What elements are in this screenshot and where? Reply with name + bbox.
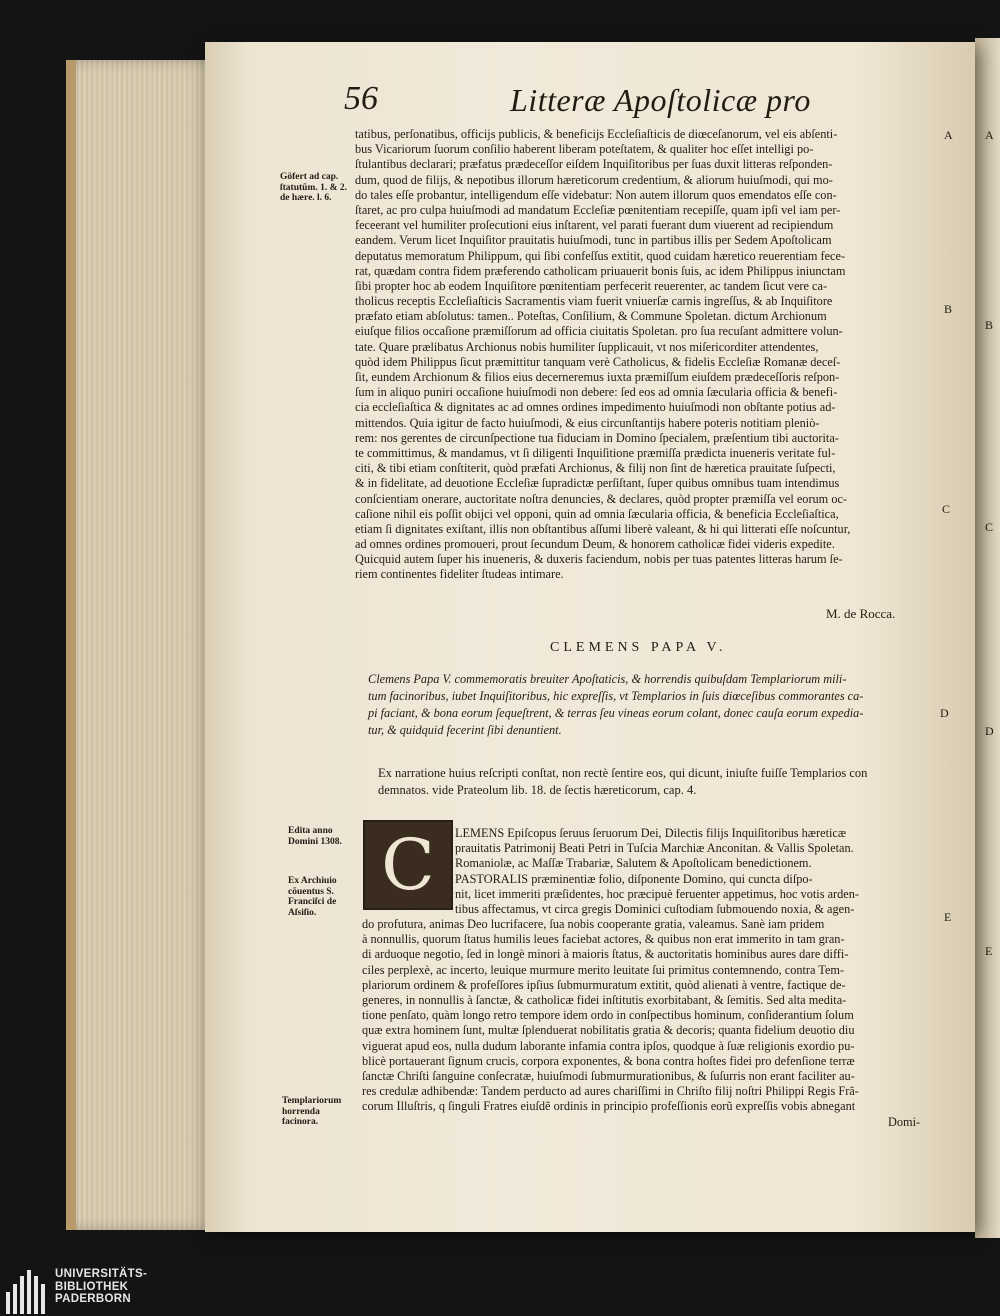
text-line: corum Illuſtris, q ſinguli Fratres eiuſdẽ ordinis in principio profeſſionis eorũ expreſſis vobis abnegant (362, 1099, 856, 1114)
catchword: Domi- (888, 1115, 921, 1129)
running-title: Litteræ Apoſtolicæ pro (510, 82, 811, 118)
text-line: do tales eſſe probantur, intelligendum eſſe videbatur: Non autem illorum quos emendatos eſſe con- (355, 187, 837, 202)
section-heading: CLEMENS PAPA V. (550, 640, 727, 655)
text-line: ſibi propter hoc ab eodem Inquiſitore pœnitentiam perfecerit reuerenter, ac tandem ſicut vere ca- (355, 278, 828, 293)
side-letter-b: B (944, 302, 953, 316)
text-line: præfato etiam abſolutus: tamen.. Poteſtas, Conſilium, & Commune Spoletan. dictum Archionum (355, 309, 827, 324)
text-line: conſcientiam onerare, auctoritate noſtra denuncies, & declares, quòd propter præmiſſa vel eorum oc- (355, 491, 848, 506)
margin-note-4: Templariorum horrenda facinora. (282, 1096, 342, 1127)
text-line: riem continentes fideliter ſtudeas intimare. (355, 567, 564, 582)
summary-line: tum facinoribus, iubet Inquiſitoribus, hic expreſſis, vt Templarios in ſuis diœceſibus commorantes ca- (368, 689, 864, 703)
text-line: di arduoque negotio, ſed in longè minori à maioris ſtatus, & auctoritatis hominibus aures dare diffi- (362, 947, 849, 962)
text-block-2 (362, 917, 942, 1114)
text-line: cia eccleſiaſtica & dignitates ac ad omnes ordines impedimento huiuſmodi non obſtante potius ad- (355, 400, 836, 415)
facing-letter-b: B (985, 318, 994, 332)
text-line: ſtulantibus declarari; præfatus prædeceſſor eiſdem Inquiſitoribus per ſuas duxit litteras reſponden- (355, 157, 833, 172)
text-line: rat, quædam contra fidem præferendo catholicam priuauerit bonis ſuis, ac idem Philippus iniunctam (355, 263, 846, 278)
margin-note-2: Edita anno Domini 1308. (288, 826, 342, 847)
text-line: res credulæ adhibendæ: Tandem perducto ad aures chariſſimi in Chriſto filij noſtri Philippi Regis Frã- (362, 1084, 859, 1099)
text-line: ſanctæ Chriſti ſanguine conſecratæ, huiuſmodi ſubmurmurationibus, & ſuſurris non erant faciliter au- (362, 1068, 855, 1083)
margin-note-3: Ex Archiuio cõuentus S. Franciſci de Aſsiſio. (288, 876, 337, 918)
side-letter-d: D (940, 706, 949, 720)
text-line: eiuſque filios occaſione præmiſſorum ad officia ciuitatis Spoletan. pro ſua recuſant admittere volun- (355, 324, 843, 339)
text-line: feceerant vel humiliter proſecutioni eius inſtarent, vel parati fuerant dum viuerent ad recipiendum (355, 218, 834, 233)
signature: M. de Rocca. (826, 606, 896, 621)
text-line: caſione nihil eis poſſit obijci vel opponi, quin ad omnia ſæcularia officia, & beneficia Eccleſiaſtica, (355, 506, 839, 521)
text-line: plariorum ordinem & profeſſores ipſius ſubmurmuratum extitit, quòd alienati à ventre, factique de- (362, 977, 846, 992)
text-line: ad omnes ordines promoueri, prout ſecundum Deum, & honorem catholicæ fidei videris expedite. (355, 537, 835, 552)
text-line: à nonnullis, quorum ſtatus humilis leues faciebat actores, & quibus non erat immerito in tam gran- (362, 932, 845, 947)
summary-line: Clemens Papa V. commemoratis breuiter Apoſtaticis, & horrendis quibuſdam Templariorum mili- (368, 672, 847, 686)
text-line: bus Vicariorum ſuorum conſilio haberent liberam poteſtatem, & qualiter hoc eſſet intelligi po- (355, 142, 814, 157)
opening-line: prauitatis Patrimonij Beati Petri in Tuſcia Marchiæ Anconitan. & Vallis Spoletan. (455, 841, 854, 856)
text-line: te committimus, & mandamus, vt ſi diligenti Inquiſitione præmiſſa prædicta inueneris veritate ful- (355, 445, 836, 460)
library-logo-icon (0, 1266, 50, 1314)
text-line: do profutura, animas Deo lucrifacere, ſua nobis cooperante gratia, valeamus. Sanè iam pridem (362, 917, 825, 931)
text-line: tione penſato, quàm longo retro tempore idem ordo in conſpectibus hominum, conſiderantium ſolum (362, 1008, 854, 1023)
narration-line: demnatos. vide Prateolum lib. 18. de ſectis hæreticorum, cap. 4. (378, 783, 697, 797)
margin-note-1: Göfert ad cap. ſtatutũm. 1. & 2. de hære. l. 6. (280, 172, 348, 203)
facing-page-edge (975, 38, 1000, 1238)
side-letter-c: C (942, 502, 951, 516)
text-line: Quicquid autem ſuper his inueneris, & duxeris faciendum, nobis per tuas patentes litteras harum ſe- (355, 552, 843, 567)
text-line: citi, & tibi etiam conſtiterit, quòd præfati Archionus, & filij non ſint de hæretica prauitate ſuſpecti, (355, 461, 836, 476)
opening-line: Romaniolæ, ac Maſſæ Trabariæ, Salutem & Apoſtolicam benedictionem. (455, 856, 812, 871)
text-line: ſit, eundem Archionum & filios eius decerneremus iuxta præmiſſum eiuſdem prædeceſſoris reſpon- (355, 370, 840, 384)
text-block-1 (355, 127, 935, 583)
opening-line: nit, licet immeriti præſidentes, hoc præcipuè feruenter appetimus, hoc votis arden- (455, 886, 859, 901)
opening-line: LEMENS Epiſcopus ſeruus ſeruorum Dei, Dilectis filijs Inquiſitoribus hæreticæ (455, 826, 847, 840)
summary-line: pi faciant, & bona eorum ſequeſtrent, & terras ſeu vineas eorum colant, donec cauſa eorum expedia- (368, 706, 864, 720)
facing-letter-d: D (985, 724, 994, 738)
opening-line: tibus affectamus, vt circa gregis Dominici cuſtodiam ſubmouendo noxia, & agen- (455, 901, 855, 916)
text-line: quæ extra hominem ſunt, multæ ſplenduerat nobilitatis gratia & decoris; quanta fidelium deuotio diu (362, 1023, 855, 1038)
opening-paragraph (455, 826, 945, 917)
text-line: generes, in nonnullis à ſanctæ, & catholicæ fidei inſtitutis exorbitabant, & ſemitis. Sed alta medita- (362, 992, 847, 1007)
text-line: tholicus receptis Eccleſiaſticis Sacramentis viam fuerit vniuerſæ carnis ingreſſus, & ab Inquiſitore (355, 294, 833, 309)
text-line: dum, quod de filijs, & nepotibus illorum hæreticorum credentium, & aliorum huiuſmodi, qui mo- (355, 172, 833, 187)
text-line: quòd idem Philippus ſicut præmittitur tanquam verè Catholicus, & fidelis Eccleſiæ Romanæ deceſ- (355, 354, 841, 369)
text-line: mittendos. Quia igitur de facto huiuſmodi, & eius circunſtantijs habere poteris notitiam pleniò- (355, 415, 820, 430)
side-letter-e: E (944, 910, 952, 924)
library-watermark: UNIVERSITÄTS- BIBLIOTHEK PADERBORN (55, 1268, 148, 1305)
text-line: deputatus memoratum Philippum, qui ſibi confeſſus extitit, quod cuidam hæretico reuerentiam fece- (355, 248, 846, 263)
text-line: blicè portauerant ſignum crucis, corpora exponentes, & bona contra hoſtes fidei pro defenſione terræ (362, 1053, 855, 1068)
narration-line: Ex narratione huius reſcripti conſtat, non rectè ſentire eos, qui dicunt, iniuſte fuiſſe Templarios con (378, 766, 868, 780)
page-number: 56 (344, 80, 378, 117)
text-line: ciles perplexè, ac incerto, leuique murmure merito leuitate ſui primitus contemnendo, contra Tem- (362, 962, 845, 977)
text-line: viguerat apud eos, nulla dudum laborante infamia contra ipſos, quodque à ſuæ religionis exordio pu- (362, 1038, 855, 1053)
text-line: tatibus, perſonatibus, officijs publicis, & beneficijs Eccleſiaſticis de diœceſanorum, vel eis abſenti- (355, 127, 838, 141)
opening-line: PASTORALIS præminentiæ folio, diſponente Domino, qui cuncta diſpo- (455, 871, 813, 886)
text-line: ſtaret, ac pro culpa huiuſmodi ad mandatum Eccleſiæ pœnitentiam recepiſſe, quam ipſi vel iam per- (355, 202, 841, 217)
facing-letter-e: E (985, 944, 993, 958)
text-line: rem: nos gerentes de circunſpectione tua fiduciam in Domino ſpecialem, præſentium tibi auctorita- (355, 430, 839, 445)
summary-line: tur, & quidquid fecerint ſibi denuntient. (368, 723, 562, 737)
text-line: tate. Quare prælibatus Archionus nobis humiliter ſupplicauit, vt nos miſericorditer attendentes, (355, 339, 819, 354)
text-line: etiam ſi dignitates exiſtant, illis non obſtantibus aſſumi liberè valeant, & hi qui litterati eſſe noſcuntur, (355, 521, 851, 536)
facing-letter-a: A (985, 128, 994, 142)
facing-letter-c: C (985, 520, 994, 534)
narration-paragraph (378, 765, 867, 799)
summary-paragraph (368, 671, 863, 739)
text-line: ſum in aliquo puniri occaſione huiuſmodi non debere: ſed eos ad omnia ſæcularia officia & benefi- (355, 385, 838, 400)
initial-letter: C (381, 824, 435, 906)
text-line: eandem. Verum licet Inquiſitor prauitatis huiuſmodi, tunc in partibus illis per Sedem Apoſtolicam (355, 233, 832, 248)
text-line: & in fidelitate, ad deuotione Eccleſiæ ſupradictæ perſiſtant, ſuper quibus omnibus tuam intendimus (355, 476, 840, 491)
decorated-initial (363, 820, 453, 910)
side-letter-a: A (944, 128, 953, 142)
